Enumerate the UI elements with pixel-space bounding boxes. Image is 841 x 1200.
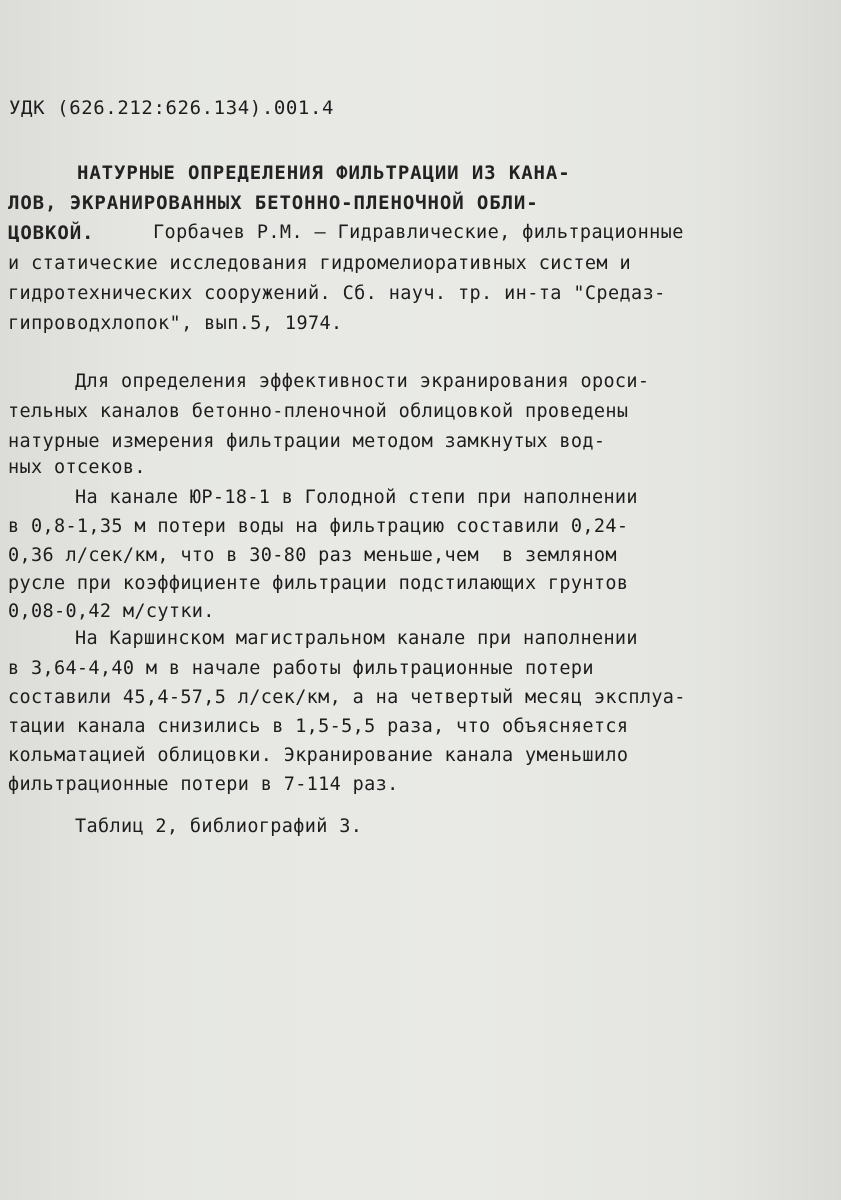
reference-line-2: и статические исследования гидромелиоративных систем и [8, 253, 632, 274]
abstract-line: 0,36 л/сек/км, что в 30-80 раз меньше,чем в земляном [8, 545, 617, 566]
abstract-line: На Каршинском магистральном канале при наполнении [75, 628, 638, 649]
abstract-line: ных отсеков. [8, 457, 146, 478]
reference-line-4: гипроводхлопок", вып.5, 1974. [8, 313, 343, 334]
abstract-line: тельных каналов бетонно-пленочной облицовкой проведены [8, 401, 629, 422]
abstract-line: натурные измерения фильтрации методом замкнутых вод- [8, 431, 606, 452]
abstract-line: На канале ЮР-18-1 в Голодной степи при наполнении [75, 487, 638, 508]
reference-line-3: гидротехнических сооружений. Сб. науч. тр. ин-та "Средаз- [8, 283, 666, 304]
abstract-line: 0,08-0,42 м/сутки. [8, 601, 215, 622]
title-line-3: ЦОВКОЙ. [8, 222, 95, 244]
abstract-line: Для определения эффективности экранирования ороси- [75, 371, 650, 392]
title-line-1: НАТУРНЫЕ ОПРЕДЕЛЕНИЯ ФИЛЬТРАЦИИ ИЗ КАНА- [77, 162, 571, 184]
udk-code: УДК (626.212:626.134).001.4 [9, 97, 335, 119]
abstract-line: в 3,64-4,40 м в начале работы фильтрационные потери [8, 658, 594, 679]
abstract-line: фильтрационные потери в 7-114 раз. [8, 774, 399, 795]
abstract-line: в 0,8-1,35 м потери воды на фильтрацию составили 0,24- [8, 516, 629, 537]
abstract-line: составили 45,4-57,5 л/сек/км, а на четвертый месяц эксплуа- [8, 687, 686, 708]
reference-line-1: Горбачев Р.М. – Гидравлические, фильтрационные [153, 222, 684, 243]
tables-bibliography-note: Таблиц 2, библиографий 3. [75, 816, 363, 837]
abstract-line: русле при коэффициенте фильтрации подстилающих грунтов [8, 573, 629, 594]
title-line-2: ЛОВ, ЭКРАНИРОВАННЫХ БЕТОННО-ПЛЕНОЧНОЙ ОБЛИ- [8, 192, 539, 214]
abstract-line: тации канала снизились в 1,5-5,5 раза, что объясняется [8, 716, 629, 737]
abstract-line: кольматацией облицовки. Экранирование канала уменьшило [8, 745, 629, 766]
